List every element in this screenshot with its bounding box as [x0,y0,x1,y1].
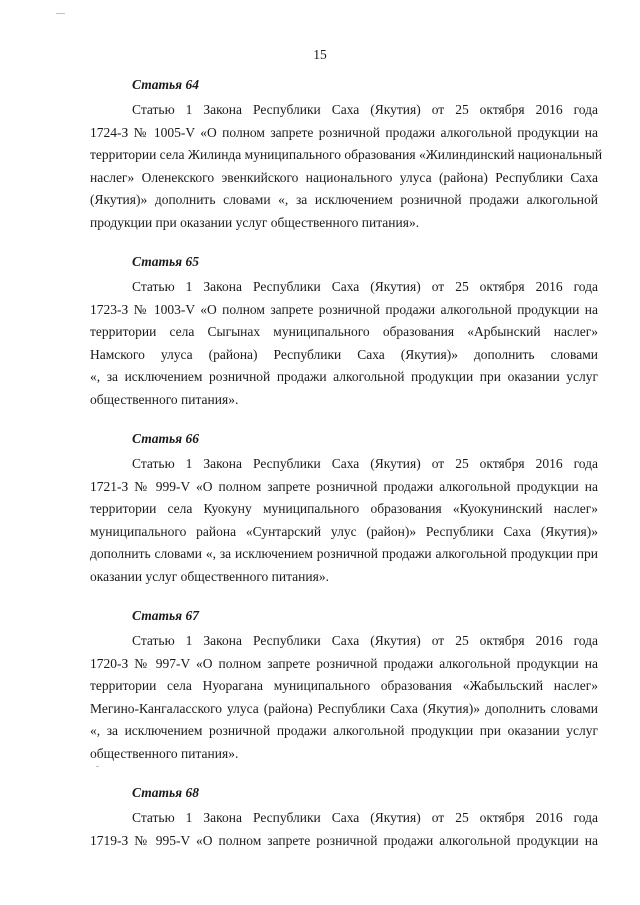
article-title: Статья 64 [132,77,199,92]
article-text-line: территории села Сыгынах муниципального образования «Арбынский наслег» [90,324,598,339]
article-68 [90,785,598,852]
article-64 [90,77,603,234]
article-text-line: 1723-З № 1003-V «О полном запрете розничной продажи алкогольной продукции на [90,301,598,317]
article-title: Статья 66 [132,431,199,446]
article-66 [90,431,598,588]
page-number: 15 [313,47,327,62]
article-67 [90,608,598,765]
scan-artifact-mark [96,766,99,767]
article-text-line: общественного питания». [90,745,239,761]
article-text-line: оказании услуг общественного питания». [90,568,329,584]
article-text-line: продукции при оказании услуг общественного питания». [90,214,420,230]
article-body [90,276,598,411]
article-text-line: Статью 1 Закона Республики Саха (Якутия) от 25 октября 2016 года [132,810,598,825]
article-text-line: Статью 1 Закона Республики Саха (Якутия) от 25 октября 2016 года [132,456,598,471]
article-body [90,99,603,234]
article-text-line: Мегино-Кангаласского улуса (района) Республики Саха (Якутия)» дополнить словами [90,700,598,716]
article-text-line: территории села Жилинда муниципального образования «Жилиндинский национальный [90,147,603,162]
article-text-line: общественного питания». [90,391,239,407]
article-text-line: Статью 1 Закона Республики Саха (Якутия) от 25 октября 2016 года [132,279,598,294]
article-65 [90,254,598,411]
article-text-line: наслег» Оленекского эвенкийского национального улуса (района) Республики Саха [90,169,598,185]
article-text-line: «, за исключением розничной продажи алкогольной продукции при оказании услуг [90,723,598,738]
article-text-line: Статью 1 Закона Республики Саха (Якутия) от 25 октября 2016 года [132,633,598,648]
article-text-line: «, за исключением розничной продажи алкогольной продукции при оказании услуг [90,369,598,384]
article-title: Статья 68 [132,785,199,800]
article-text-line: 1721-З № 999-V «О полном запрете розничной продажи алкогольной продукции на [90,478,598,494]
article-text-line: дополнить словами «, за исключением розничной продажи алкогольной продукции при [90,546,598,561]
article-text-line: (Якутия)» дополнить словами «, за исключением розничной продажи алкогольной [90,192,598,207]
article-body [90,453,598,588]
article-text-line: муниципального района «Сунтарский улус (район)» Республики Саха (Якутия)» [90,523,598,539]
article-title: Статья 65 [132,254,199,269]
article-text-line: территории села Нуорагана муниципального образования «Жабыльский наслег» [90,678,598,693]
article-text-line: Статью 1 Закона Республики Саха (Якутия) от 25 октября 2016 года [132,102,598,117]
article-text-line: 1724-З № 1005-V «О полном запрете розничной продажи алкогольной продукции на [90,124,598,140]
article-body [90,630,598,765]
article-text-line: Намского улуса (района) Республики Саха (Якутия)» дополнить словами [90,346,598,362]
article-text-line: территории села Куокуну муниципального образования «Куокунинский наслег» [90,501,598,516]
article-text-line: 1720-З № 997-V «О полном запрете розничной продажи алкогольной продукции на [90,655,598,671]
article-text-line: 1719-З № 995-V «О полном запрете розничной продажи алкогольной продукции на [90,832,598,848]
scan-artifact-mark [56,13,65,14]
article-title: Статья 67 [132,608,199,623]
article-body [90,807,598,852]
